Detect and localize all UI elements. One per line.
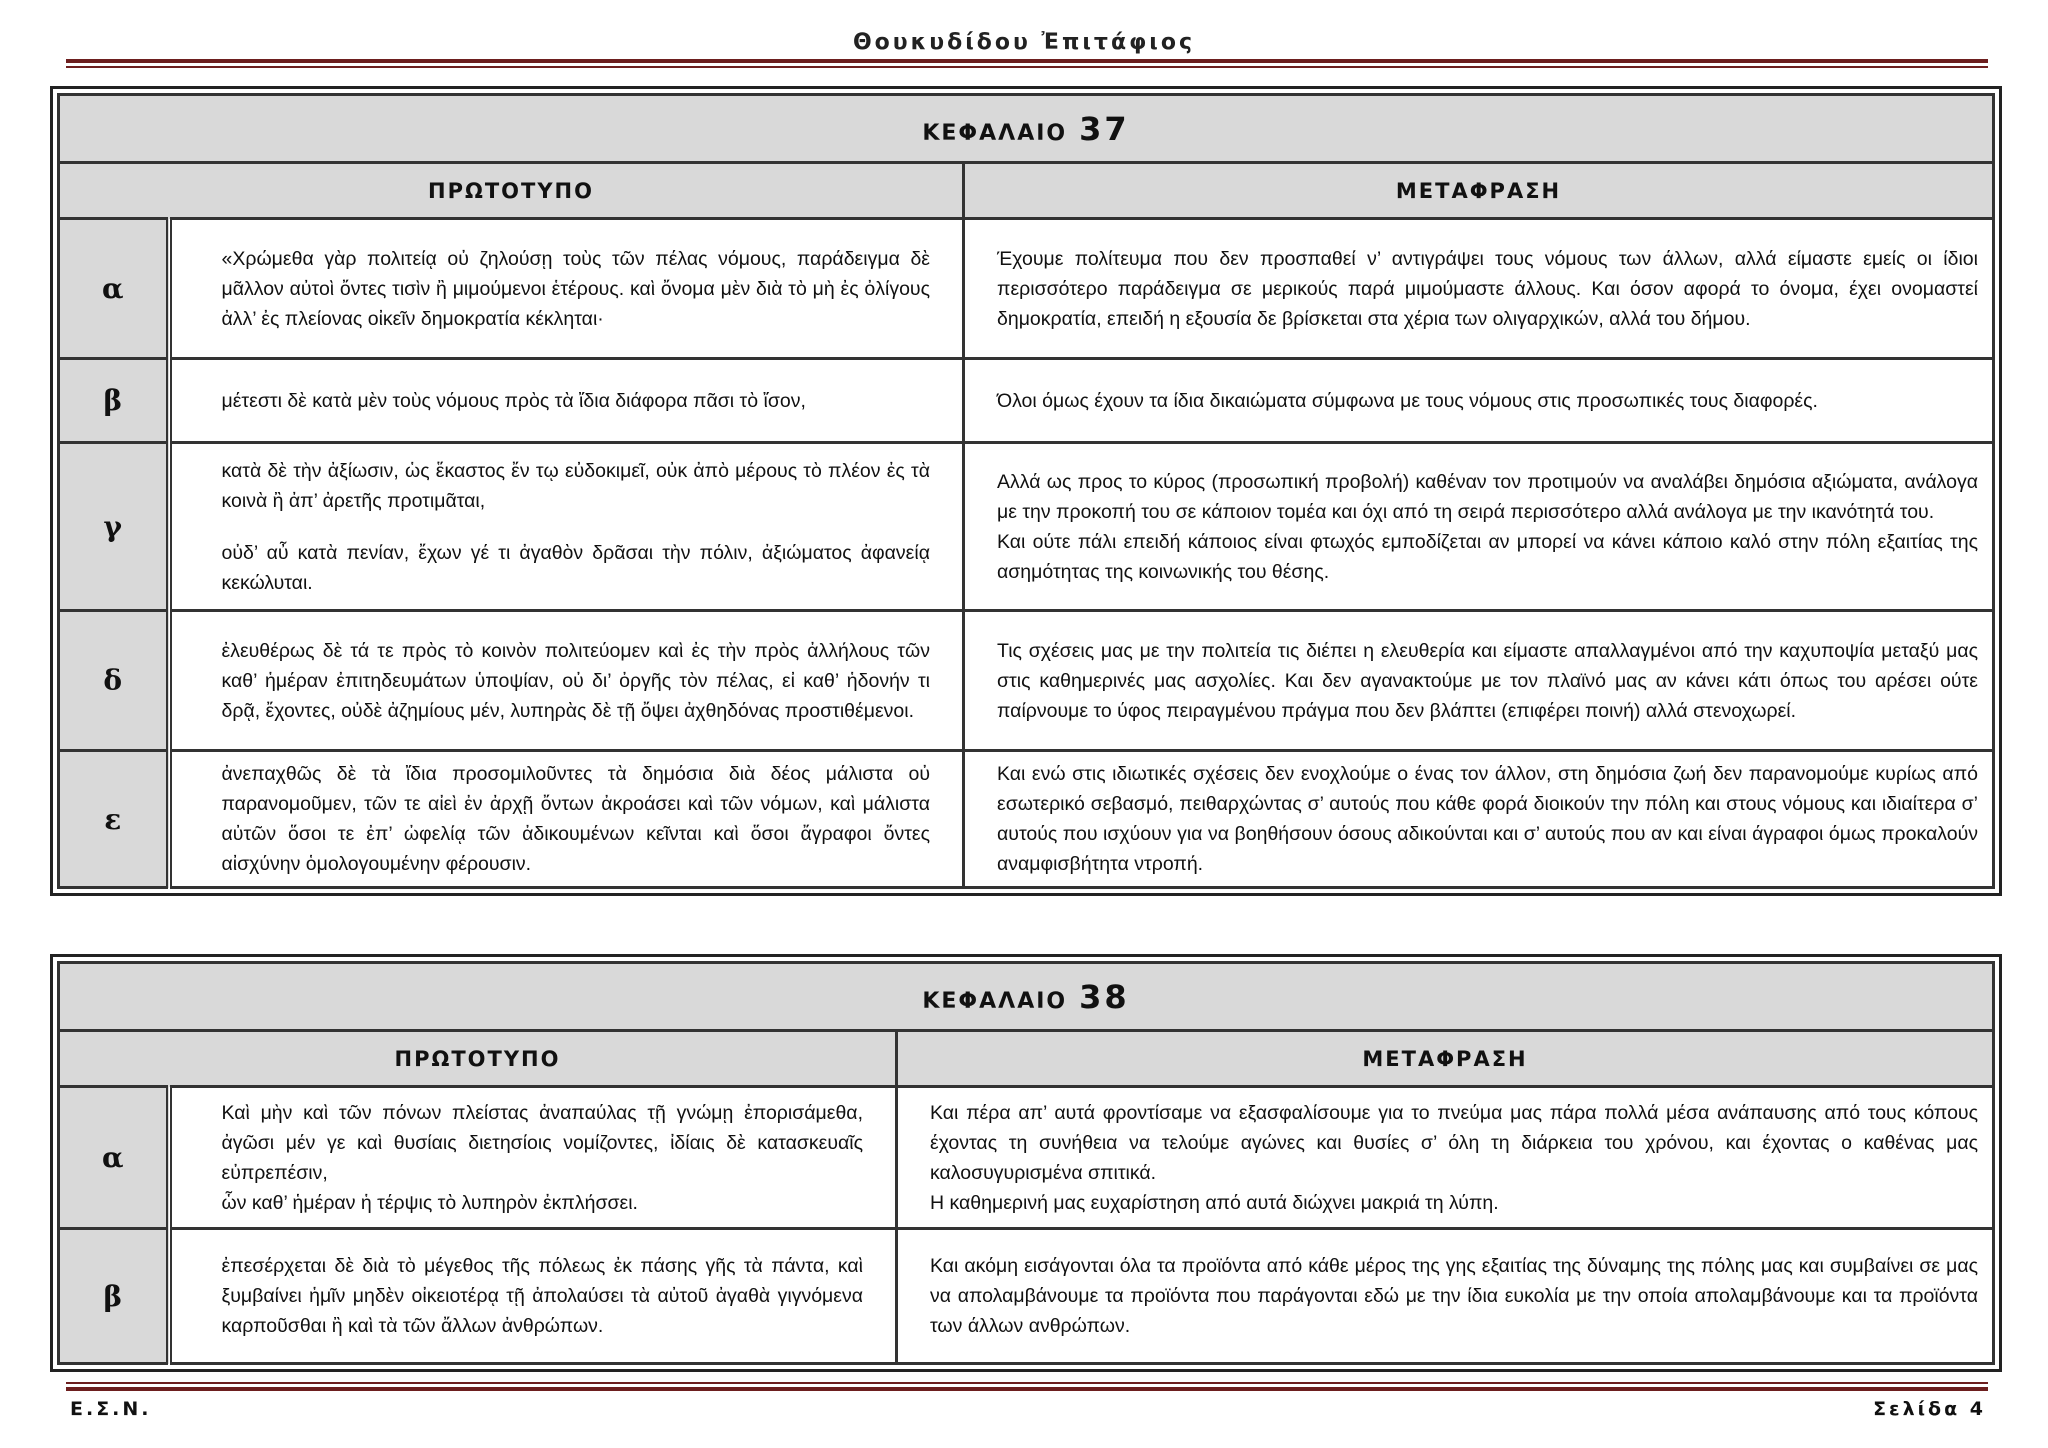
footer-rule-thin [66,1382,1988,1384]
translation-text: Τις σχέσεις μας με την πολιτεία τις διέπει η ελευθερία και είμαστε απαλλαγμένοι από την καχυποψία μεταξύ μας στις καθημερινές μας ασχολίες. Και δεν αγανακτούμε με τον πλαϊνό μας αν κάνει κάτι όπως του αρέσει ούτε παίρνουμε το ύφος πειραγμένου πράγμα που δεν βλάπτει (επιφέρει ποινή) αλλά στενοχωρεί. [964,611,1994,751]
original-text: κατὰ δὲ τὴν ἀξίωσιν, ὡς ἕκαστος ἔν τῳ εὐδοκιμεῖ, οὐκ ἀπὸ μέρους τὸ πλέον ἐς τὰ κοινὰ ἢ ἀπ’ ἀρετῆς προτιμᾶται, οὐδ’ αὖ κατὰ πενίαν, ἔχων γέ τι ἀγαθὸν δρᾶσαι τὴν πόλιν, ἀξιώματος ἀφανείᾳ κεκώλυται. [169,443,964,611]
original-text: Καὶ μὴν καὶ τῶν πόνων πλείστας ἀναπαύλας τῇ γνώμῃ ἐπορισάμεθα, ἀγῶσι μέν γε καὶ θυσίαις διετησίοις νομίζοντες, ἰδίαις δὲ κατασκευαῖς εὐπρεπέσιν, ὧν καθ’ ἡμέραν ἡ τέρψις τὸ λυπηρὸν ἐκπλήσσει. [169,1087,897,1229]
table-row [59,359,1994,443]
chapter-38-table [50,954,2002,1372]
header-rule [66,59,1988,63]
translation-text: Και ακόμη εισάγονται όλα τα προϊόντα από κάθε μέρος της γης εξαιτίας της δύναμης της πόλης μας και συμβαίνει σε μας να απολαμβάνουμε τα προϊόντα που παράγονται εδώ με την ίδια ευκολία με την οποία απολαμβάνουμε και τα προϊόντα των άλλων ανθρώπων. [897,1229,1994,1364]
table-row [59,611,1994,751]
original-text: μέτεστι δὲ κατὰ μὲν τοὺς νόμους πρὸς τὰ ἴδια διάφορα πᾶσι τὸ ἴσον, [169,359,964,443]
original-text: «Χρώμεθα γὰρ πολιτείᾳ οὐ ζηλούσῃ τοὺς τῶν πέλας νόμους, παράδειγμα δὲ μᾶλλον αὐτοὶ ὄντες τισὶν ἢ μιμούμενοι ἑτέρους. καὶ ὄνομα μὲν διὰ τὸ μὴ ἐς ὀλίγους ἀλλ’ ἐς πλείονας οἰκεῖν δημοκρατία κέκληται· [169,219,964,359]
row-letter: β [59,359,169,443]
footer-rule [66,1387,1988,1391]
document-title: Θουκυδίδου Ἐπιτάφιος [852,30,1196,55]
original-text: ἀνεπαχθῶς δὲ τὰ ἴδια προσομιλοῦντες τὰ δημόσια διὰ δέος μάλιστα οὐ παρανομοῦμεν, τῶν τε αἰεὶ ἐν ἀρχῇ ὄντων ἀκροάσει καὶ τῶν νόμων, καὶ μάλιστα αὐτῶν ὅσοι τε ἐπ’ ὠφελίᾳ τῶν ἀδικουμένων κεῖνται καὶ ὅσοι ἄγραφοι ὄντες αἰσχύνην ὁμολογουμένην φέρουσιν. [169,751,964,888]
translation-text: Όλοι όμως έχουν τα ίδια δικαιώματα σύμφωνα με τους νόμους στις προσωπικές τους διαφορές. [964,359,1994,443]
column-header-translation: ΜΕΤΑΦΡΑΣΗ [964,163,1994,219]
row-letter: α [59,219,169,359]
translation-text: Και ενώ στις ιδιωτικές σχέσεις δεν ενοχλούμε ο ένας τον άλλον, στη δημόσια ζωή δεν παρανομούμε κυρίως από εσωτερικό σεβασμό, πειθαρχώντας σ’ αυτούς που κάθε φορά διοικούν την πόλη και στους νόμους και ιδιαίτερα σ’ αυτούς που ισχύουν για να βοηθήσουν όσους αδικούνται και σ’ αυτούς που αν και είναι άγραφοι όμως προκαλούν αναμφισβήτητα ντροπή. [964,751,1994,888]
chapter-number: 37 [1079,109,1130,148]
chapter-37-table [50,86,2002,896]
chapter-number: 38 [1079,977,1130,1016]
column-header-original: ΠΡΩΤΟΤΥΠΟ [59,1031,897,1087]
table-row [59,751,1994,888]
table-row [59,443,1994,611]
row-letter: α [59,1087,169,1229]
page-number: Σελίδα 4 [1873,1398,1986,1420]
column-header-original: ΠΡΩΤΟΤΥΠΟ [59,163,964,219]
chapter-heading [59,95,1994,163]
translation-text: Και πέρα απ’ αυτά φροντίσαμε να εξασφαλίσουμε για το πνεύμα μας πάρα πολλά μέσα ανάπαυσης από τους κόπους έχοντας τη συνήθεια να τελούμε αγώνες και θυσίες σ’ όλη τη διάρκεια του χρόνου, και έχοντας ο καθένας μας καλοσυγυρισμένα σπιτικά. Η καθημερινή μας ευχαρίστηση από αυτά διώχνει μακριά τη λύπη. [897,1087,1994,1229]
translation-text: Αλλά ως προς το κύρος (προσωπική προβολή) καθέναν τον προτιμούν να αναλάβει δημόσια αξιώματα, ανάλογα με την προκοπή του σε κάποιον τομέα και όχι από τη σειρά περισσότερο αλλά ανάλογα με την ικανότητά του. Και ούτε πάλι επειδή κάποιος είναι φτωχός εμποδίζεται αν μπορεί να κάνει κάποιο καλό στην πόλη εξαιτίας της ασημότητας της κοινωνικής του θέσης. [964,443,1994,611]
original-text: ἐλευθέρως δὲ τά τε πρὸς τὸ κοινὸν πολιτεύομεν καὶ ἐς τὴν πρὸς ἀλλήλους τῶν καθ’ ἡμέραν ἐπιτηδευμάτων ὑποψίαν, οὐ δι’ ὀργῆς τὸν πέλας, εἰ καθ’ ἡδονήν τι δρᾷ, ἔχοντες, οὐδὲ ἀζημίους μέν, λυπηρὰς δὲ τῇ ὄψει ἀχθηδόνας προστιθέμενοι. [169,611,964,751]
header-rule-thin [66,66,1988,68]
row-letter: β [59,1229,169,1364]
row-letter: ε [59,751,169,888]
translation-text: Έχουμε πολίτευμα που δεν προσπαθεί ν’ αντιγράψει τους νόμους των άλλων, αλλά είμαστε εμείς οι ίδιοι περισσότερο παράδειγμα σε μερικούς παρά μιμούμαστε άλλους. Και όσον αφορά το όνομα, έχει ονομαστεί δημοκρατία, επειδή η εξουσία δε βρίσκεται στα χέρια των ολιγαρχικών, αλλά του δήμου. [964,219,1994,359]
table-row [59,219,1994,359]
footer-initials: Ε.Σ.Ν. [70,1398,152,1420]
chapter-label: ΚΕΦΑΛΑΙΟ [922,120,1068,146]
column-header-translation: ΜΕΤΑΦΡΑΣΗ [897,1031,1994,1087]
table-row [59,1229,1994,1364]
chapter-heading [59,963,1994,1031]
chapter-label: ΚΕΦΑΛΑΙΟ [922,988,1068,1014]
table-row [59,1087,1994,1229]
row-letter: δ [59,611,169,751]
row-letter: γ [59,443,169,611]
original-text: ἐπεσέρχεται δὲ διὰ τὸ μέγεθος τῆς πόλεως ἐκ πάσης γῆς τὰ πάντα, καὶ ξυμβαίνει ἡμῖν μηδὲν οἰκειοτέρᾳ τῇ ἀπολαύσει τὰ αὐτοῦ ἀγαθὰ γιγνόμενα καρποῦσθαι ἢ καὶ τὰ τῶν ἄλλων ἀνθρώπων. [169,1229,897,1364]
